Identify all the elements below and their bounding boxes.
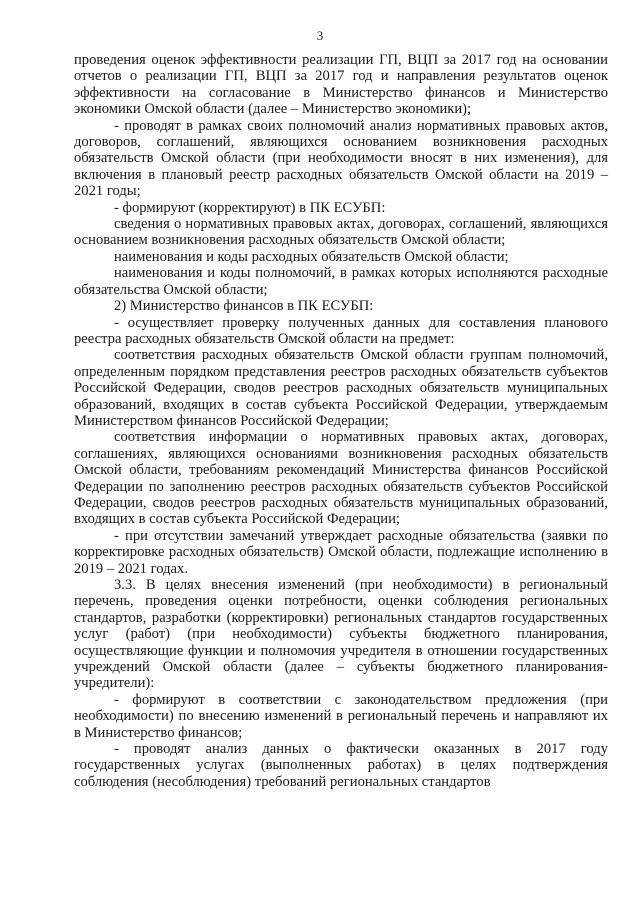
paragraph: - проводят анализ данных о фактически оказанных в 2017 году государственных услугах (выполненных работах) в целях подтверждения соблюдения (несоблюдения) требований региональных стандартов bbox=[74, 741, 608, 790]
paragraph: проведения оценок эффективности реализации ГП, ВЦП за 2017 год на основании отчетов о реализации ГП, ВЦП за 2017 год и направления результатов оценок эффективности на согласование в Министерство финансов и Министерство экономики Омской области (далее – Министерство экономики); bbox=[74, 52, 608, 118]
paragraph: - формируют в соответствии с законодательством предложения (при необходимости) по внесению изменений в региональный перечень и направляют их в Министерство финансов; bbox=[74, 691, 608, 741]
paragraph: - осуществляет проверку полученных данных для составления планового реестра расходных обязательств Омской области на предмет: bbox=[74, 314, 608, 347]
paragraph: наименования и коды расходных обязательств Омской области; bbox=[114, 248, 509, 265]
paragraph: соответствия расходных обязательств Омской области группам полномочий, определенным порядком представления реестров расходных обязательств субъектов Российской Федерации, сводов реестров расходных обязательств муниципальных образований, входящих в состав субъекта Российской Федерации, утверждаемым Министерством финансов Российской Федерации; bbox=[74, 347, 608, 429]
paragraph: соответствия информации о нормативных правовых актах, договорах, соглашениях, являющихся основаниями возникновения расходных обязательств Омской области, требованиям рекомендаций Министерства финансов Российской Федерации по заполнению реестров расходных обязательств субъектов Российской Федерации, сводов реестров расходных обязательств муниципальных образований, входящих в состав субъекта Российской Федерации; bbox=[74, 429, 608, 528]
page-number: 3 bbox=[316, 28, 324, 43]
paragraph: 2) Министерство финансов в ПК ЕСУБП: bbox=[114, 298, 374, 315]
paragraph: сведения о нормативных правовых актах, договорах, соглашений, являющихся основанием возникновения расходных обязательств Омской области; bbox=[74, 216, 608, 249]
paragraph: - формируют (корректируют) в ПК ЕСУБП: bbox=[114, 199, 386, 216]
paragraph: наименования и коды полномочий, в рамках которых исполняются расходные обязательства Омской области; bbox=[74, 265, 608, 298]
paragraph: - при отсутствии замечаний утверждает расходные обязательства (заявки по корректировке расходных обязательств) Омской области, подлежащие исполнению в 2019 – 2021 годах. bbox=[74, 527, 608, 577]
document-body bbox=[74, 52, 608, 790]
paragraph: 3.3. В целях внесения изменений (при необходимости) в региональный перечень, проведения оценки потребности, оценки соблюдения региональных стандартов, разработки (корректировки) региональных стандартов государственных услуг (работ) (при необходимости) субъекты бюджетного планирования, осуществляющие функции и полномочия учредителя в отношении государственных учреждений Омской области (далее – субъекты бюджетного планирования-учредители): bbox=[74, 577, 608, 692]
paragraph: - проводят в рамках своих полномочий анализ нормативных правовых актов, договоров, соглашений, являющихся основанием возникновения расходных обязательств Омской области (при необходимости вносят в них изменения), для включения в плановый реестр расходных обязательств Омской области на 2019 – 2021 годы; bbox=[74, 117, 608, 200]
